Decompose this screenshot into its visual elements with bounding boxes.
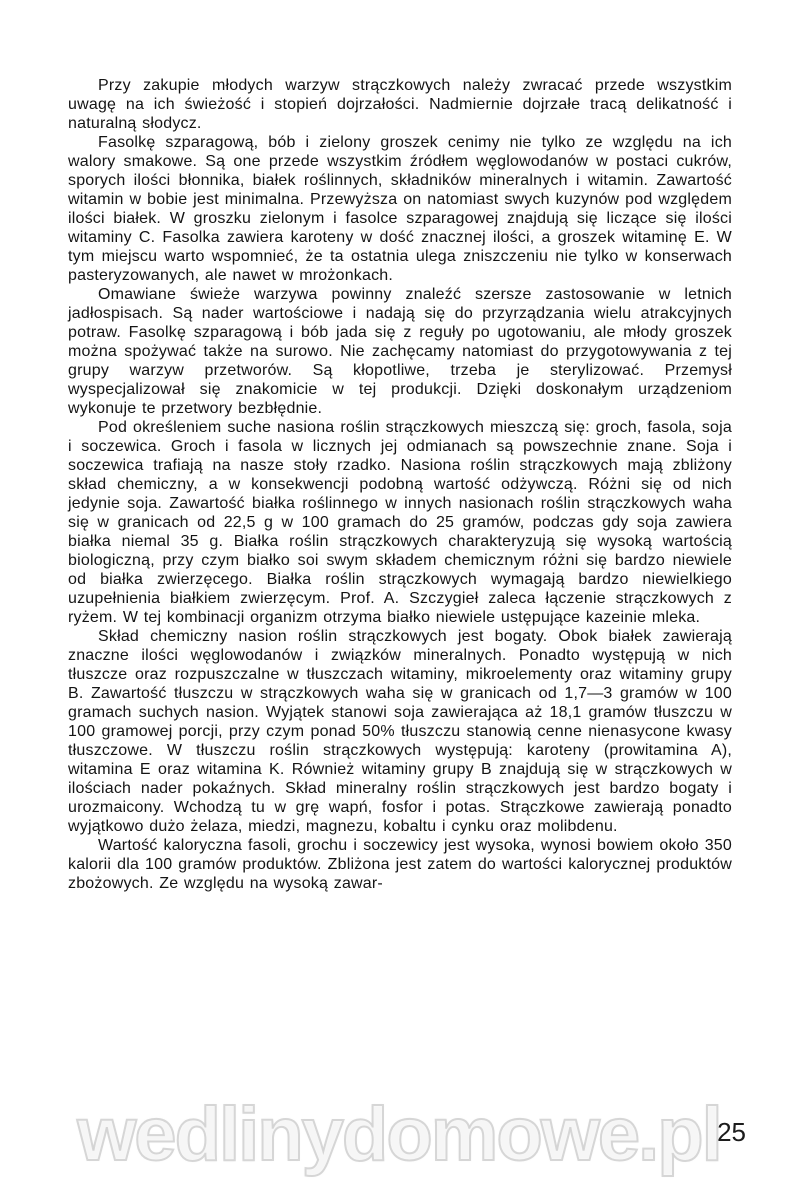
paragraph: Przy zakupie młodych warzyw strączkowych należy zwracać przede wszystkim uwagę na ich świeżość i stopień dojrzałości. Nadmiernie dojrzałe tracą delikatność i naturalną słodycz. xyxy=(68,77,732,132)
page-text-block xyxy=(68,76,732,893)
paragraph: Pod określeniem suche nasiona roślin strączkowych mieszczą się: groch, fasola, soja i soczewica. Groch i fasola w licznych jej odmianach są powszechnie znane. Soja i soczewica trafiają na nasze stoły rzadko. Nasiona roślin strączkowych mają zbliżony skład chemiczny, a w konsekwencji podobną wartość odżywczą. Różni się od nich jedynie soja. Zawartość białka roślinnego w innych nasionach roślin strączkowych waha się w granicach od 22,5 g w 100 gramach do 25 gramów, podczas gdy soja zawiera białka niemal 35 g. Białka roślin strączkowych charakteryzują się wysoką wartością biologiczną, przy czym białko soi swym składem chemicznym różni się bardzo niewiele od białka zwierzęcego. Białka roślin strączkowych wymagają bardzo niewielkiego uzupełnienia białkiem zwierzęcym. Prof. A. Szczygieł zaleca łączenie strączkowych z ryżem. W tej kombinacji organizm otrzyma białko niewiele ustępujące kazeinie mleka. xyxy=(68,419,732,626)
watermark: wedlinydomowe.pl xyxy=(77,1092,721,1177)
page-number: 25 xyxy=(717,1117,746,1147)
paragraph: Omawiane świeże warzywa powinny znaleźć szersze zastosowanie w letnich jadłospisach. Są nader wartościowe i nadają się do przyrządzania wielu atrakcyjnych potraw. Fasolkę szparagową i bób jada się z reguły po ugotowaniu, ale młody groszek można spożywać także na surowo. Nie zachęcamy natomiast do przygotowywania z tej grupy warzyw przetworów. Są kłopotliwe, trzeba je sterylizować. Przemysł wyspecjalizował się znakomicie w tej produkcji. Dzięki doskonałym urządzeniom wykonuje te przetwory bezbłędnie. xyxy=(68,286,732,417)
paragraph: Skład chemiczny nasion roślin strączkowych jest bogaty. Obok białek zawierają znaczne ilości węglowodanów i związków mineralnych. Ponadto występują w nich tłuszcze oraz rozpuszczalne w tłuszczach witaminy, mikroelementy oraz witaminy grupy B. Zawartość tłuszczu w strączkowych waha się w granicach od 1,7—3 gramów w 100 gramach suchych nasion. Wyjątek stanowi soja zawierająca aż 18,1 gramów tłuszczu w 100 gramowej porcji, przy czym ponad 50% tłuszczu stanowią cenne nienasycone kwasy tłuszczowe. W tłuszczu roślin strączkowych występują: karoteny (prowitamina A), witamina E oraz witamina K. Również witaminy grupy B znajdują się w strączkowych w ilościach nader pokaźnych. Skład mineralny roślin strączkowych jest bardzo bogaty i urozmaicony. Wchodzą tu w grę wapń, fosfor i potas. Strączkowe zawierają ponadto wyjątkowo dużo żelaza, miedzi, magnezu, kobaltu i cynku oraz molibdenu. xyxy=(68,628,732,835)
paragraph: Fasolkę szparagową, bób i zielony groszek cenimy nie tylko ze względu na ich walory smakowe. Są one przede wszystkim źródłem węglowodanów w postaci cukrów, sporych ilości błonnika, białek roślinnych, składników mineralnych i witamin. Zawartość witamin w bobie jest minimalna. Przewyższa on natomiast swych kuzynów pod względem ilości białek. W groszku zielonym i fasolce szparagowej znajdują się liczące się ilości witaminy C. Fasolka zawiera karoteny w dość znacznej ilości, a groszek witaminę E. W tym miejscu warto wspomnieć, że ta ostatnia ulega zniszczeniu nie tylko w konserwach pasteryzowanych, ale nawet w mrożonkach. xyxy=(68,134,732,284)
paragraph: Wartość kaloryczna fasoli, grochu i soczewicy jest wysoka, wynosi bowiem około 350 kalorii dla 100 gramów produktów. Zbliżona jest zatem do wartości kalorycznej produktów zbożowych. Ze względu na wysoką zawar- xyxy=(68,837,732,892)
